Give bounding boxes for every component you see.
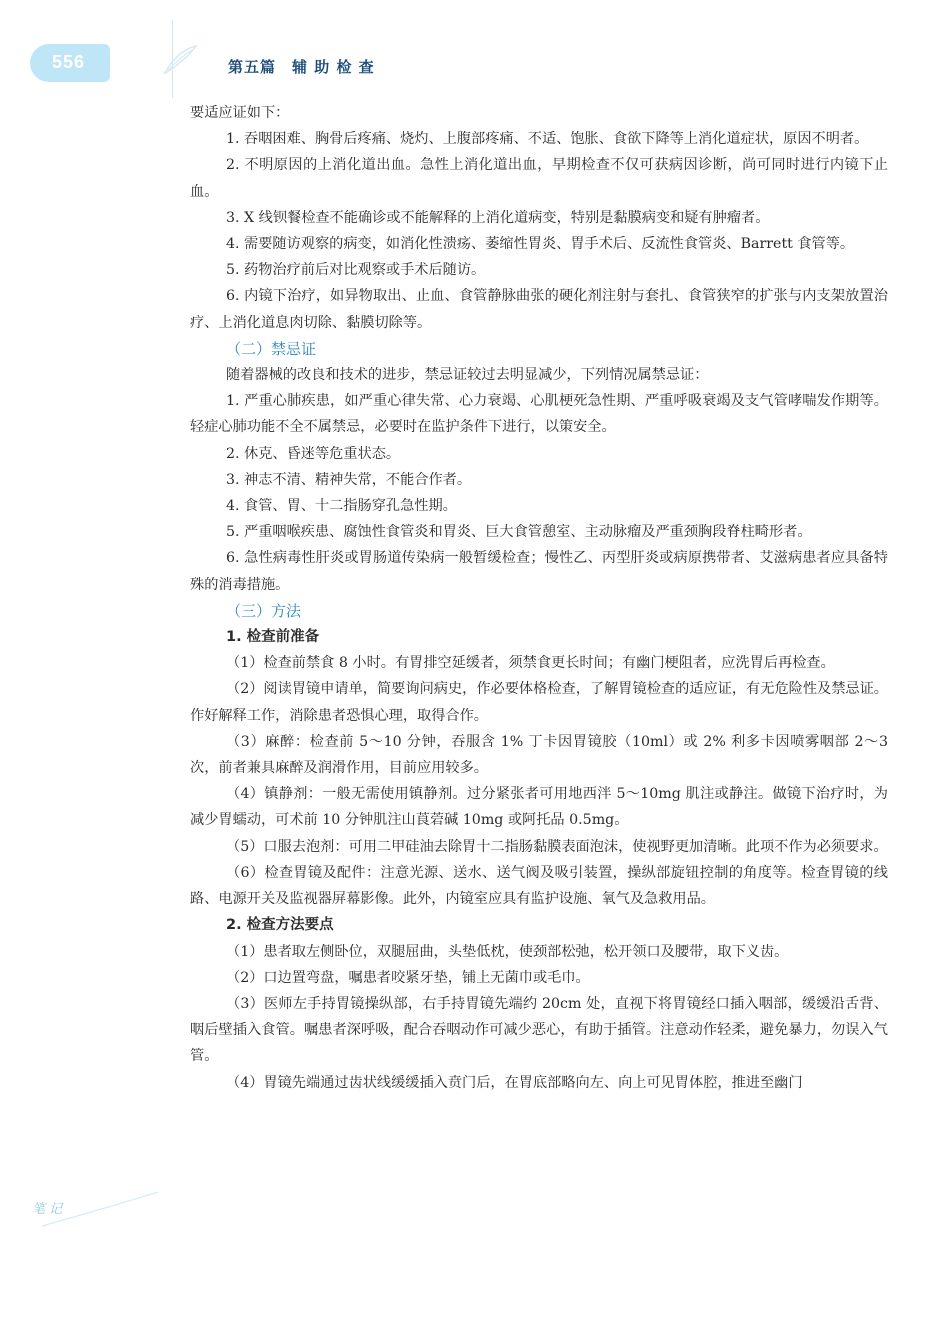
procedure-list xyxy=(190,939,888,1096)
list-item: （2）阅读胃镜申请单，简要询问病史，作必要体格检查，了解胃镜检查的适应证，有无危险性及禁忌证。作好解释工作，消除患者恐惧心理，取得合作。 xyxy=(190,681,888,724)
list-item: 6. 内镜下治疗，如异物取出、止血、食管静脉曲张的硬化剂注射与套扎、食管狭窄的扩张与内支架放置治疗、上消化道息肉切除、黏膜切除等。 xyxy=(190,288,888,331)
page-number: 556 xyxy=(52,52,86,72)
list-item: （4）镇静剂：一般无需使用镇静剂。过分紧张者可用地西泮 5～10mg 肌注或静注。做镜下治疗时，为减少胃蠕动，可术前 10 分钟肌注山莨菪碱 10mg 或阿托品 0.5mg。 xyxy=(190,786,888,829)
list-item: （3）麻醉：检查前 5～10 分钟，吞服含 1% 丁卡因胃镜胶（10ml）或 2% 利多卡因喷雾咽部 2～3 次，前者兼具麻醉及润滑作用，目前应用较多。 xyxy=(190,733,888,777)
list-item: 4. 需要随访观察的病变，如消化性溃疡、萎缩性胃炎、胃手术后、反流性食管炎、Barrett 食管等。 xyxy=(226,236,855,253)
list-item: （2）口边置弯盘，嘱患者咬紧牙垫，铺上无菌巾或毛巾。 xyxy=(226,969,590,986)
leaf-ornament-icon xyxy=(160,40,200,80)
intro-line: 要适应证如下： xyxy=(190,105,290,121)
list-item: 3. 神志不清、精神失常，不能合作者。 xyxy=(226,471,472,488)
main-text xyxy=(190,100,888,1096)
list-item: （1）患者取左侧卧位，双腿屈曲，头垫低枕，使颈部松弛，松开领口及腰带，取下义齿。 xyxy=(226,943,789,960)
subheading-procedure: 2. 检查方法要点 xyxy=(226,917,334,934)
subheading-preparation: 1. 检查前准备 xyxy=(226,629,320,646)
preparation-list xyxy=(190,650,888,912)
list-item: （5）口服去泡剂：可用二甲硅油去除胃十二指肠黏膜表面泡沫，使视野更加清晰。此项不作为必须要求。 xyxy=(226,838,888,855)
list-item: 2. 不明原因的上消化道出血。急性上消化道出血，早期检查不仅可获病因诊断，尚可同时进行内镜下止血。 xyxy=(190,157,888,200)
list-item: 6. 急性病毒性肝炎或胃肠道传染病一般暂缓检查；慢性乙、丙型肝炎或病原携带者、艾滋病患者应具备特殊的消毒措施。 xyxy=(190,550,888,593)
section-heading-method: （三）方法 xyxy=(226,601,302,620)
list-item: 1. 严重心肺疾患，如严重心律失常、心力衰竭、心肌梗死急性期、严重呼吸衰竭及支气管哮喘发作期等。轻症心肺功能不全不属禁忌，必要时在监护条件下进行，以策安全。 xyxy=(190,393,888,436)
list-item: 2. 休克、昏迷等危重状态。 xyxy=(226,445,401,462)
list-item: 3. X 线钡餐检查不能确诊或不能解释的上消化道病变，特别是黏膜病变和疑有肿瘤者。 xyxy=(226,209,770,226)
list-item: 1. 吞咽困难、胸骨后疼痛、烧灼、上腹部疼痛、不适、饱胀、食欲下降等上消化道症状，原因不明者。 xyxy=(226,131,869,148)
list-item: （6）检查胃镜及配件：注意光源、送水、送气阀及吸引装置，操纵部旋钮控制的角度等。检查胃镜的线路、电源开关及监视器屏幕影像。此外，内镜室应具有监护设施、氧气及急救用品。 xyxy=(190,864,888,908)
section-heading-contraindications: （二）禁忌证 xyxy=(226,339,317,358)
list-item: 4. 食管、胃、十二指肠穿孔急性期。 xyxy=(226,498,457,515)
contra-intro: 随着器械的改良和技术的进步，禁忌证较过去明显减少，下列情况属禁忌证： xyxy=(226,367,709,384)
notes-label: 笔 记 xyxy=(32,1202,63,1217)
list-item: （4）胃镜先端通过齿状线缓缓插入贲门后，在胃底部略向左、向上可见胃体腔，推进至幽门 xyxy=(226,1074,803,1091)
list-item: （1）检查前禁食 8 小时。有胃排空延缓者，须禁食更长时间；有幽门梗阻者，应洗胃后再检查。 xyxy=(226,655,835,672)
chapter-title: 第五篇 辅 助 检 查 xyxy=(228,58,375,76)
indications-list xyxy=(190,126,888,336)
list-item: （3）医师左手持胃镜操纵部，右手持胃镜先端约 20cm 处，直视下将胃镜经口插入咽部，缓缓沿舌背、咽后壁插入食管。嘱患者深呼吸，配合吞咽动作可减少恶心，有助于插管。注意动作轻柔，避免暴力，勿误入气管。 xyxy=(190,995,888,1065)
list-item: 5. 药物治疗前后对比观察或手术后随访。 xyxy=(226,262,486,279)
list-item: 5. 严重咽喉疾患、腐蚀性食管炎和胃炎、巨大食管憩室、主动脉瘤及严重颈胸段脊柱畸形者。 xyxy=(226,524,812,541)
contraindications-list xyxy=(190,388,888,598)
